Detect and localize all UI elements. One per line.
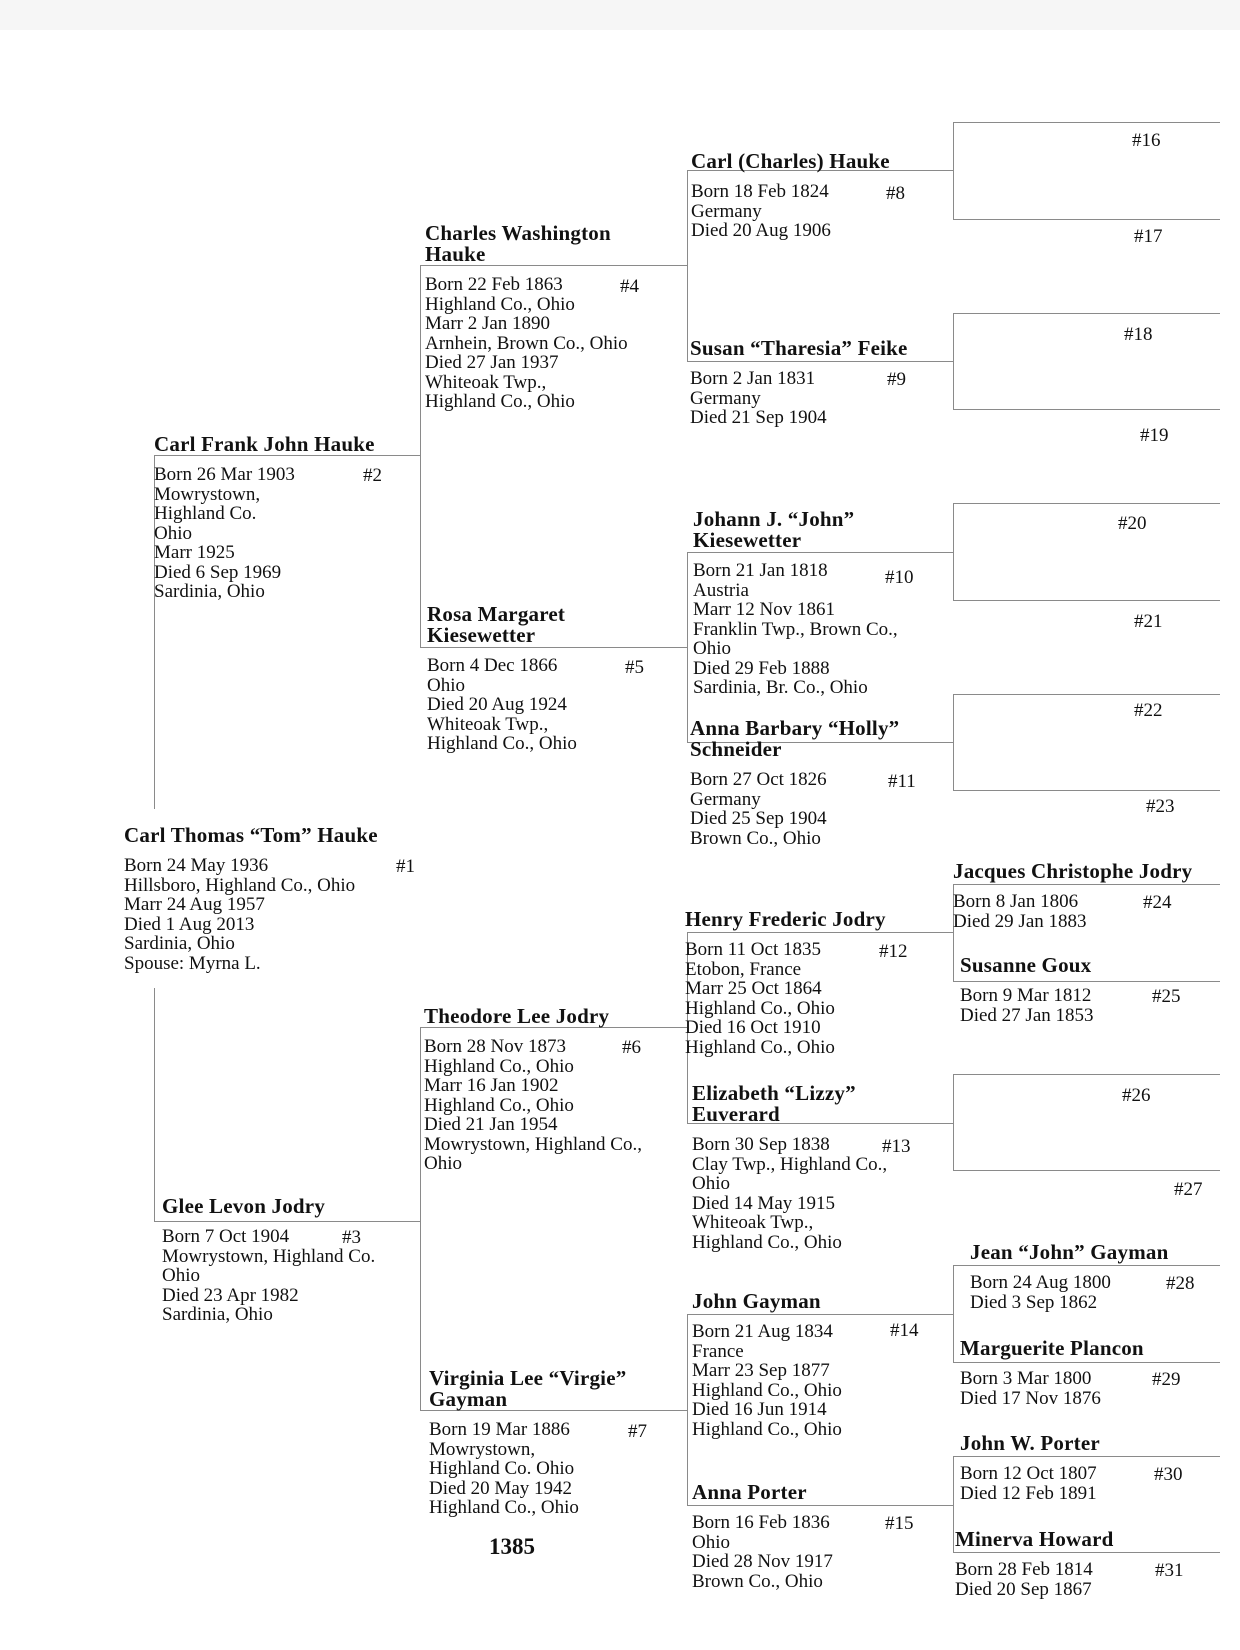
person-detail-line: Ohio [427,674,465,696]
person-detail-line: Died 3 Sep 1862 [970,1291,1098,1313]
person-details [425,275,628,412]
person-block [960,1431,1183,1504]
person-detail-line: Marr 16 Jan 1902 [424,1075,559,1096]
person-detail-line: Sardinia, Ohio [154,581,265,602]
person-details [685,940,886,1057]
person-detail-line: Highland Co., Ohio [424,1055,574,1077]
person-name-line: Rosa Margaret [427,602,566,626]
ancestor-number: #1 [396,856,415,877]
empty-ancestor-bracket [953,122,1220,220]
person-detail-line: Spouse: Myrna L. [124,952,261,974]
person-details [960,1464,1100,1503]
person-detail-line: Died 16 Oct 1910 [685,1017,821,1038]
ancestor-number: #24 [1143,892,1172,913]
person-details [124,856,378,973]
connector-line [687,170,688,361]
person-block [124,823,415,974]
ancestor-number: #9 [887,369,906,390]
person-detail-line: Whiteoak Twp., [692,1212,814,1233]
person-detail-line: Ohio [424,1153,462,1174]
person-details [691,182,890,241]
person-detail-line: Died 12 Feb 1891 [960,1482,1097,1504]
person-details [960,1369,1144,1408]
person-detail-line: Born 8 Jan 1806 [953,891,1079,912]
person-detail-line: Highland Co., Ohio [429,1497,579,1518]
person-detail-line: Died 1 Aug 2013 [124,913,255,935]
person-detail-line: Born 21 Jan 1818 [693,560,828,581]
person-detail-line: Born 12 Oct 1807 [960,1463,1097,1484]
person-detail-line: Sardinia, Br. Co., Ohio [693,677,868,698]
person-detail-line: Mowrystown, Highland Co., [424,1133,642,1155]
page-number: 1385 [489,1534,535,1559]
person-block [692,1480,914,1592]
ancestor-number: #28 [1166,1273,1195,1294]
person-detail-line: Born 28 Feb 1814 [955,1559,1093,1580]
connector-line [420,1027,421,1410]
person-detail-line: Highland Co. [154,503,257,524]
person-name-line: Jean “John” Gayman [970,1240,1169,1264]
person-detail-line: Highland Co., Ohio [425,293,575,315]
ancestor-number-16: #16 [1132,130,1161,151]
person-detail-line: Highland Co., Ohio [692,1418,842,1440]
person-name-line: Hauke [425,242,486,266]
person-detail-line: Whiteoak Twp., [425,371,547,393]
ancestor-number-19: #19 [1140,425,1169,446]
person-detail-line: Hillsboro, Highland Co., Ohio [124,874,356,896]
person-name-line: Glee Levon Jodry [162,1194,326,1218]
ancestor-number: #13 [882,1136,911,1157]
person-block [953,861,1192,931]
person-detail-line: Ohio [692,1173,730,1194]
ancestor-number: #2 [363,465,382,486]
person-detail-line: Born 26 Mar 1903 [154,464,295,485]
person-detail-line: Born 18 Feb 1824 [691,181,829,202]
person-name [691,151,890,172]
person-block [685,907,908,1058]
person-detail-line: Died 25 Sep 1904 [690,808,827,829]
person-detail-line: Died 20 Sep 1867 [955,1578,1092,1600]
ancestor-number: #30 [1154,1464,1183,1485]
person-block [162,1196,375,1325]
person-detail-line: Born 30 Sep 1838 [692,1134,830,1155]
connector-line [687,552,688,742]
person-detail-line: Ohio [162,1265,200,1286]
person-detail-line: Ohio [693,638,731,659]
connector-line [420,265,421,647]
person-block [425,221,639,412]
person-name-line: Jacques Christophe Jodry [953,859,1193,883]
person-name [692,1083,887,1125]
ancestor-number-23: #23 [1146,796,1175,817]
person-name-line: Charles Washington [425,221,611,245]
ancestor-number: #10 [885,567,914,588]
ancestor-number: #4 [620,276,639,297]
person-block [690,338,908,428]
ancestor-number: #14 [890,1320,919,1341]
person-detail-line: Died 17 Nov 1876 [960,1387,1101,1409]
person-details [690,770,899,848]
person-detail-line: Germany [690,788,761,810]
person-detail-line: Highland Co. Ohio [429,1458,575,1479]
person-detail-line: Mowrystown, [154,483,261,505]
person-name-line: Henry Frederic Jodry [685,907,886,931]
empty-ancestor-bracket [953,503,1220,601]
empty-ancestor-bracket [953,1074,1220,1171]
ancestor-number-20: #20 [1118,513,1147,534]
person-detail-line: Highland Co., Ohio [692,1379,842,1401]
ancestor-number-22: #22 [1134,700,1163,721]
person-detail-line: Died 21 Sep 1904 [690,407,827,428]
ancestor-number-27: #27 [1174,1179,1203,1200]
person-detail-line: Etobon, France [685,958,802,980]
person-detail-line: Born 11 Oct 1835 [685,939,821,960]
person-detail-line: Arnhein, Brown Co., Ohio [425,332,628,354]
person-name-line: John W. Porter [960,1431,1100,1455]
person-detail-line: Died 20 Aug 1924 [427,694,567,715]
person-detail-line: Born 19 Mar 1886 [429,1419,570,1440]
person-detail-line: Born 2 Jan 1831 [690,368,816,389]
person-detail-line: Marr 12 Nov 1861 [693,599,835,620]
person-detail-line: Died 14 May 1915 [692,1192,836,1214]
person-detail-line: Marr 2 Jan 1890 [425,313,551,334]
person-block [424,1006,642,1174]
ancestor-number: #31 [1155,1560,1184,1581]
person-name-line: Anna Porter [692,1480,807,1504]
person-detail-line: Born 28 Nov 1873 [424,1036,566,1057]
person-detail-line: Born 7 Oct 1904 [162,1226,290,1247]
person-name [960,955,1094,976]
person-detail-line: Marr 24 Aug 1957 [124,894,265,915]
person-details [424,1037,642,1174]
person-detail-line: Highland Co., Ohio [425,391,575,412]
person-name [690,338,908,359]
person-name [955,1529,1114,1550]
person-detail-line: Died 20 Aug 1906 [691,220,831,241]
person-block [429,1366,647,1518]
person-details [690,369,908,428]
person-detail-line: Born 9 Mar 1812 [960,985,1092,1006]
person-detail-line: Born 4 Dec 1866 [427,655,558,676]
person-detail-line: Born 24 Aug 1800 [970,1272,1111,1293]
ancestor-number: #29 [1152,1369,1181,1390]
person-detail-line: Brown Co., Ohio [690,827,821,849]
person-detail-line: Whiteoak Twp., [427,713,549,735]
ancestor-number: #25 [1152,986,1181,1007]
person-name [124,825,378,846]
person-detail-line: Germany [691,200,762,222]
person-detail-line: Died 23 Apr 1982 [162,1284,299,1306]
empty-ancestor-bracket [953,313,1220,410]
person-details [427,656,577,754]
person-details [970,1273,1168,1312]
ancestor-number: #7 [628,1421,647,1442]
person-detail-line: Highland Co., Ohio [685,997,835,1019]
scan-top-band [0,0,1240,30]
person-block [691,149,905,241]
person-block [427,602,644,754]
ancestor-number-18: #18 [1124,324,1153,345]
person-name [953,861,1192,882]
person-details [692,1135,887,1252]
person-detail-line: Germany [690,387,761,409]
person-name-line: Kiesewetter [427,623,536,647]
person-detail-line: Marr 23 Sep 1877 [692,1360,830,1381]
person-block [690,716,916,849]
person-detail-line: Highland Co., Ohio [692,1231,842,1253]
person-name [427,604,577,646]
ancestor-number: #5 [625,657,644,678]
ancestor-number: #15 [885,1513,914,1534]
person-name-line: John Gayman [692,1289,821,1313]
ancestor-number: #11 [888,771,916,792]
person-detail-line: Marr 1925 [154,542,235,563]
connector-line [154,988,155,1221]
empty-ancestor-bracket [953,694,1220,791]
person-details [693,561,898,698]
person-name [162,1196,375,1217]
person-detail-line: Ohio [154,522,192,544]
person-name [970,1242,1168,1263]
person-detail-line: France [692,1340,744,1362]
person-block [960,1336,1181,1409]
person-detail-line: Died 27 Jan 1937 [425,352,559,373]
person-detail-line: Ohio [692,1531,730,1553]
person-name-line: Susanne Goux [960,953,1092,977]
person-block [692,1289,919,1440]
ancestor-number-21: #21 [1134,611,1163,632]
person-name-line: Anna Barbary “Holly” [690,716,900,740]
person-details [960,986,1094,1025]
person-name [693,509,898,551]
person-detail-line: Born 22 Feb 1863 [425,274,563,295]
person-name [429,1368,626,1410]
person-name-line: Minerva Howard [955,1527,1114,1551]
person-detail-line: Brown Co., Ohio [692,1570,823,1592]
person-detail-line: Austria [693,579,749,601]
person-name-line: Kiesewetter [693,528,802,552]
person-name [424,1006,642,1027]
person-block [970,1240,1195,1313]
person-name [685,909,886,930]
person-name-line: Carl (Charles) Hauke [691,149,890,173]
person-name-line: Johann J. “John” [693,507,855,531]
person-detail-line: Died 29 Feb 1888 [693,657,830,679]
person-detail-line: Died 20 May 1942 [429,1477,573,1499]
person-detail-line: Died 29 Jan 1883 [953,910,1087,932]
person-name-line: Susan “Tharesia” Feike [690,336,908,360]
person-detail-line: Highland Co., Ohio [427,733,577,754]
person-detail-line: Mowrystown, Highland Co. [162,1245,376,1267]
person-name-line: Carl Thomas “Tom” Hauke [124,823,378,847]
person-details [429,1420,626,1518]
person-name-line: Gayman [429,1387,508,1411]
person-name [425,223,628,265]
person-block [693,507,914,698]
person-detail-line: Highland Co., Ohio [685,1036,835,1058]
person-detail-line: Died 27 Jan 1853 [960,1004,1094,1026]
person-name-line: Elizabeth “Lizzy” [692,1081,856,1105]
person-name [692,1291,842,1312]
person-detail-line: Born 3 Mar 1800 [960,1368,1092,1389]
person-details [154,465,375,602]
ancestor-number: #6 [622,1037,641,1058]
person-detail-line: Clay Twp., Highland Co., [692,1153,888,1175]
person-name-line: Schneider [690,737,782,761]
person-detail-line: Highland Co., Ohio [424,1094,574,1116]
person-details [692,1322,842,1439]
person-name [960,1338,1144,1359]
person-name-line: Carl Frank John Hauke [154,432,375,456]
person-detail-line: Died 6 Sep 1969 [154,561,282,583]
person-detail-line: Died 21 Jan 1954 [424,1114,558,1135]
person-detail-line: Died 28 Nov 1917 [692,1551,833,1572]
person-detail-line: Born 21 Aug 1834 [692,1321,833,1342]
person-name-line: Marguerite Plancon [960,1336,1144,1360]
person-name-line: Virginia Lee “Virgie” [429,1366,627,1390]
person-block [955,1527,1184,1600]
person-detail-line: Franklin Twp., Brown Co., [693,618,898,640]
person-name [154,434,375,455]
person-name-line: Theodore Lee Jodry [424,1004,610,1028]
connector-line [687,1314,688,1505]
ancestor-number: #8 [886,183,905,204]
ancestor-number-26: #26 [1122,1085,1151,1106]
person-details [955,1560,1114,1599]
person-name [960,1433,1100,1454]
person-detail-line: Born 27 Oct 1826 [690,769,827,790]
person-block [960,953,1181,1026]
person-detail-line: Born 24 May 1936 [124,855,269,876]
person-block [154,432,382,602]
person-detail-line: Died 16 Jun 1914 [692,1399,827,1420]
person-detail-line: Sardinia, Ohio [124,933,235,954]
person-name-line: Euverard [692,1102,780,1126]
person-name [690,718,899,760]
person-detail-line: Born 16 Feb 1836 [692,1512,830,1533]
ancestor-number-17: #17 [1134,226,1163,247]
ancestor-number: #3 [342,1227,361,1248]
person-detail-line: Sardinia, Ohio [162,1304,273,1325]
person-block [692,1081,911,1253]
person-details [692,1513,833,1591]
person-detail-line: Marr 25 Oct 1864 [685,978,822,999]
person-name [692,1482,833,1503]
ancestor-number: #12 [879,941,908,962]
person-detail-line: Mowrystown, [429,1438,536,1460]
